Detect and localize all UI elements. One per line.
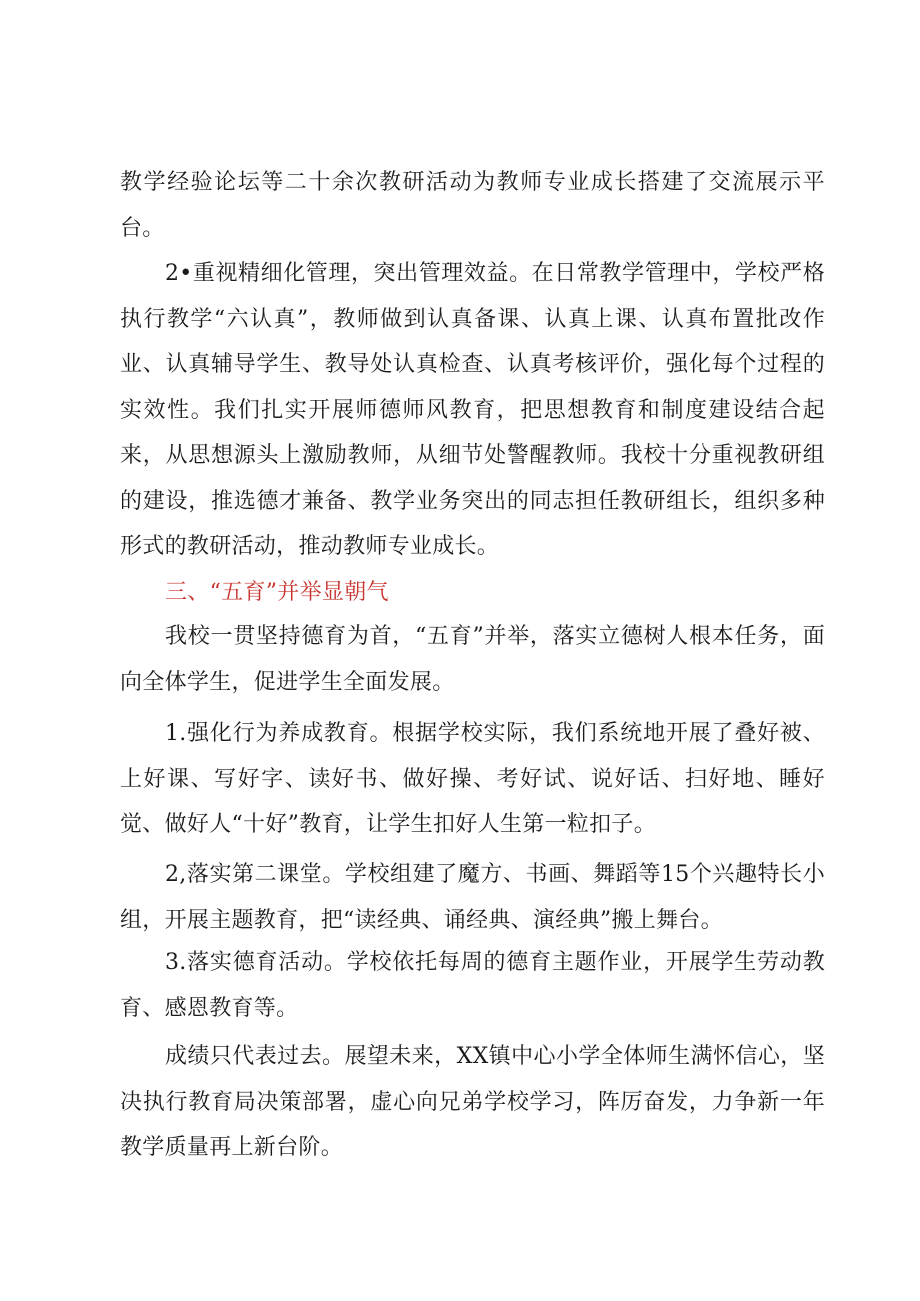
paragraph-item-3: 3.落实德育活动。学校依托每周的德育主题作业，开展学生劳动教育、感恩教育等。	[120, 950, 825, 1021]
paragraph-conclusion: 成绩只代表过去。展望未来，XX镇中心小学全体师生满怀信心，坚决执行教育局决策部署，虚心向兄弟学校学习，阵厉奋发，力争新一年教学质量再上新台阶。	[120, 1044, 825, 1160]
paragraph-management: 2•重视精细化管理，突出管理效益。在日常教学管理中，学校严格执行教学“六认真”，教师做到认真备课、认真上课、认真布置批改作业、认真辅导学生、教导处认真检查、认真考核评价，强化每个过程的实效性。我们扎实开展师德师风教育，把思想教育和制度建设结合起来，从思想源头上激励教师，从细节处警醒教师。我校十分重视教研组的建设，推选德才兼备、教学业务突出的同志担任教研组长，组织多种形式的教研活动，推动教师专业成长。	[120, 261, 825, 559]
paragraph-continued: 教学经验论坛等二十余次教研活动为教师专业成长搭建了交流展示平台。	[120, 170, 825, 241]
paragraph-wuyu-intro: 我校一贯坚持德育为首，“五育”并举，落实立德树人根本任务，面向全体学生，促进学生全面发展。	[120, 624, 825, 695]
paragraph-item-2: 2,落实第二课堂。学校组建了魔方、书画、舞蹈等15个兴趣特长小组，开展主题教育，把“读经典、诵经典、演经典”搬上舞台。	[120, 862, 825, 933]
section-heading-wuyu: 三、“五育”并举显朝气	[165, 580, 389, 605]
paragraph-item-1: 1.强化行为养成教育。根据学校实际，我们系统地开展了叠好被、上好课、写好字、读好书、做好操、考好试、说好话、扫好地、睡好觉、做好人“十好”教育，让学生扣好人生第一粒扣子。	[120, 721, 825, 837]
